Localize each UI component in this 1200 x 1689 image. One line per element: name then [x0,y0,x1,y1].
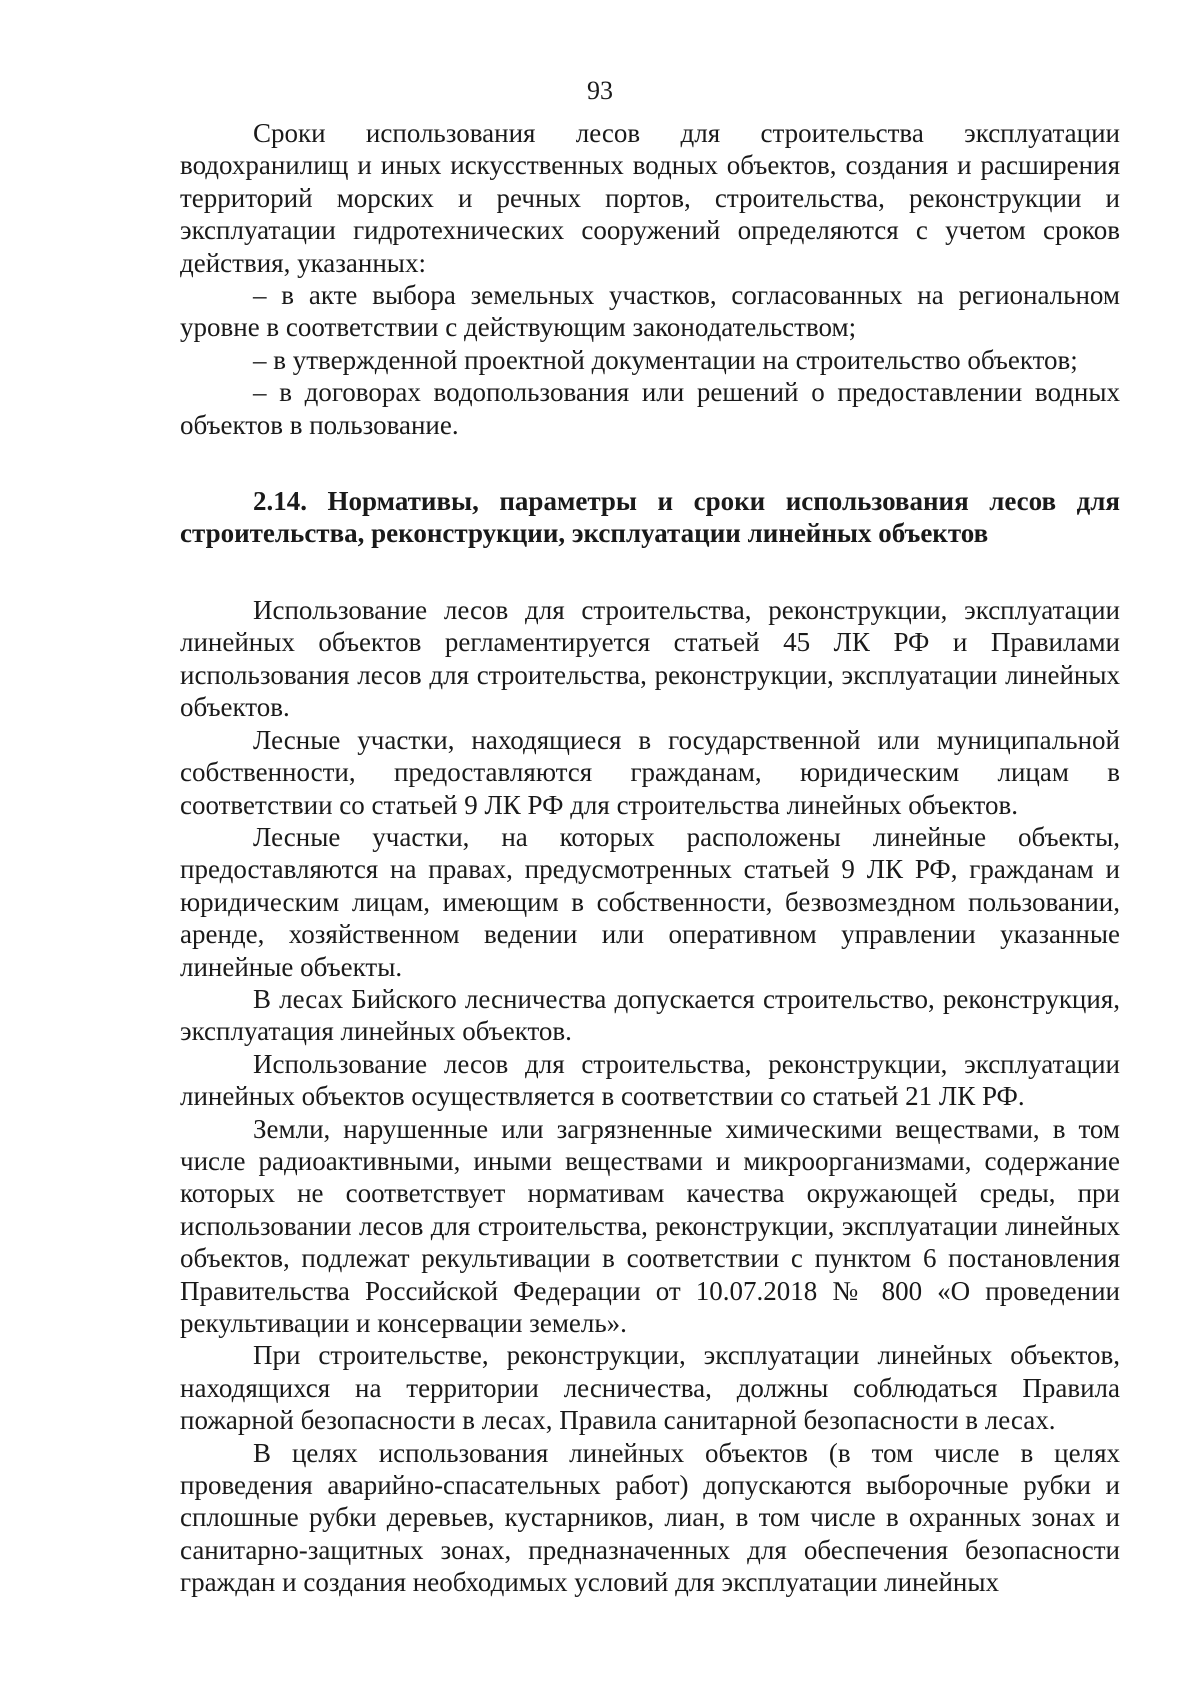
section-heading: 2.14. Нормативы, параметры и сроки использования лесов для строительства, реконструкции, эксплуатации линейных объектов [180,486,1120,549]
section-paragraph-5: Использование лесов для строительства, реконструкции, эксплуатации линейных объектов осуществляется в соответствии со статьей 21 ЛК РФ. [180,1048,1120,1112]
intro-list-item-3: – в договорах водопользования или решений о предоставлении водных объектов в пользование. [180,377,1120,440]
page-content [180,117,1120,1599]
section-paragraph-1: Использование лесов для строительства, реконструкции, эксплуатации линейных объектов регламентируется статьей 45 ЛК РФ и Правилами использования лесов для строительства, реконструкции, эксплуатации линейных объектов. [180,595,1120,723]
intro-list-item-2: – в утвержденной проектной документации на строительство объектов; [253,344,1078,375]
intro-list-item-1: – в акте выбора земельных участков, согласованных на региональном уровне в соответствии с действующим законодательством; [180,280,1120,343]
section-paragraph-7: При строительстве, реконструкции, эксплуатации линейных объектов, находящихся на территории лесничества, должны соблюдаться Правила пожарной безопасности в лесах, Правила санитарной безопасности в лесах. [180,1340,1120,1436]
section-paragraph-8: В целях использования линейных объектов (в том числе в целях проведения аварийно-спасательных работ) допускаются выборочные рубки и сплошные рубки деревьев, кустарников, лиан, в том числе в охранных зонах и санитарно-защитных зонах, предназначенных для обеспечения безопасности граждан и создания необходимых условий для эксплуатации линейных [180,1437,1120,1598]
intro-paragraph: Сроки использования лесов для строительства эксплуатации водохранилищ и иных искусственных водных объектов, создания и расширения территорий морских и речных портов, строительства, реконструкции и эксплуатации гидротехнических сооружений определяются с учетом сроков действия, указанных: [180,118,1120,278]
section-paragraph-3: Лесные участки, на которых расположены линейные объекты, предоставляются на правах, предусмотренных статьей 9 ЛК РФ, гражданам и юридическим лицам, имеющим в собственности, безвозмездном пользовании, аренде, хозяйственном ведении или оперативном управлении указанные линейные объекты. [180,821,1120,982]
section-paragraph-4: В лесах Бийского лесничества допускается строительство, реконструкция, эксплуатация линейных объектов. [180,983,1120,1047]
page-number: 93 [587,76,613,105]
section-paragraph-2: Лесные участки, находящиеся в государственной или муниципальной собственности, предоставляются гражданам, юридическим лицам в соответствии со статьей 9 ЛК РФ для строительства линейных объектов. [180,724,1120,820]
section-paragraph-6: Земли, нарушенные или загрязненные химическими веществами, в том числе радиоактивными, иными веществами и микроорганизмами, содержание которых не соответствует нормативам качества окружающей среды, при использовании лесов для строительства, реконструкции, эксплуатации линейных объектов, подлежат рекультивации в соответствии с пунктом 6 постановления Правительства Российской Федерации от 10.07.2018 № 800 «О проведении рекультивации и консервации земель». [180,1113,1120,1338]
